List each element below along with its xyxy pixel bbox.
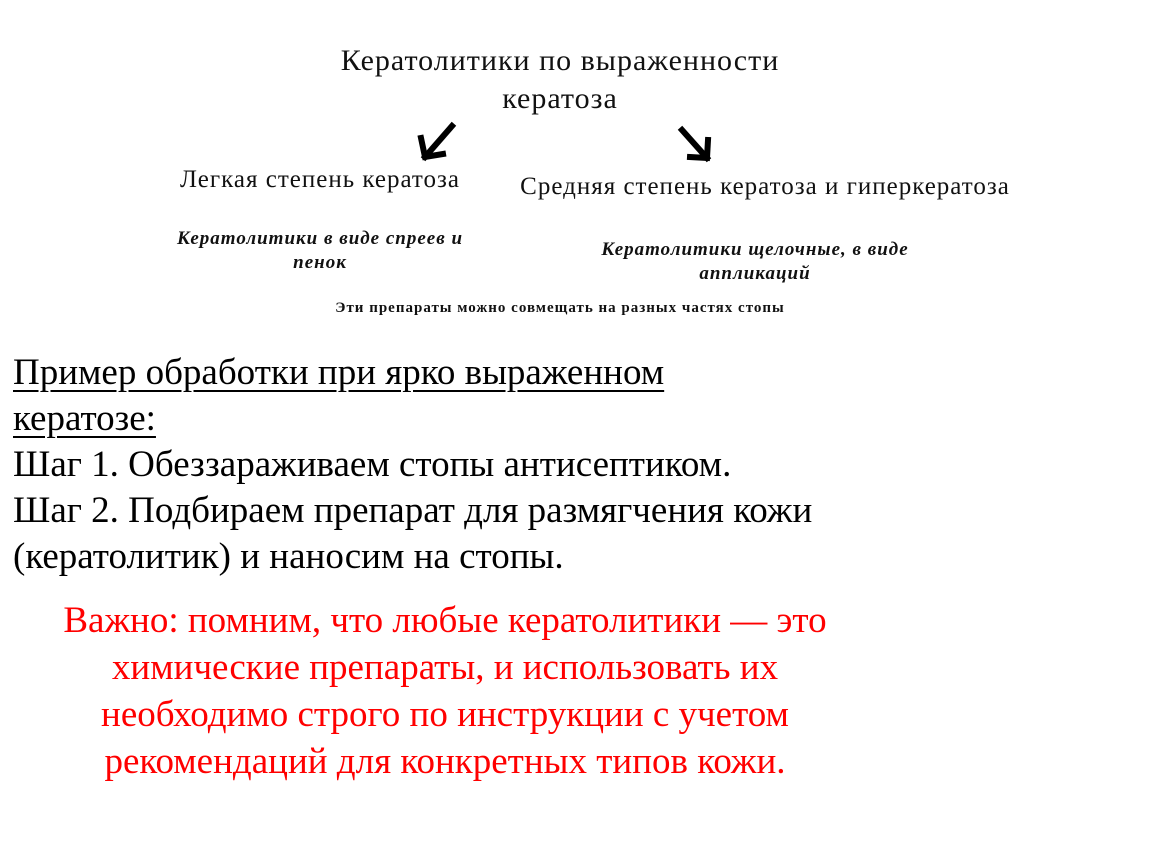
example-heading: Пример обработки при ярко выраженном кератозе:: [13, 352, 665, 439]
warning-text: Важно: помним, что любые кератолитики — это химические препараты, и использовать их необходимо строго по инструкции с учетом рекомендаций для конкретных типов кожи.: [63, 600, 827, 782]
right-branch-title: Средняя степень кератоза и гиперкератоза: [520, 173, 1010, 200]
combine-note: Эти препараты можно совмещать на разных частях стопы: [335, 300, 785, 316]
left-branch-title: Легкая степень кератоза: [179, 166, 460, 193]
left-arrow-icon: [421, 126, 452, 157]
right-branch-subtitle: Кератолитики щелочные, в виде аппликаций: [601, 239, 909, 284]
right-arrow-icon: [682, 130, 708, 158]
diagram-title: Кератолитики по выраженности кератоза: [340, 44, 780, 115]
example-block: [13, 350, 913, 580]
step-1: Шаг 1. Обеззараживаем стопы антисептиком.: [13, 444, 732, 485]
step-2: Шаг 2. Подбираем препарат для размягчения кожи (кератолитик) и наносим на стопы.: [13, 490, 813, 577]
left-branch-subtitle: Кератолитики в виде спреев и пенок: [176, 228, 464, 273]
